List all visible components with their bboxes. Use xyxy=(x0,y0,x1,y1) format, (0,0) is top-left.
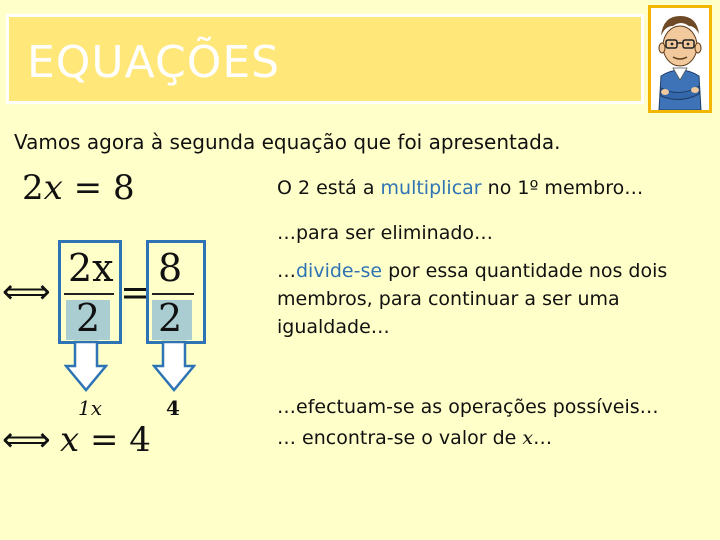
teacher-cartoon-icon xyxy=(651,8,709,110)
step-5-var: x xyxy=(522,427,534,449)
final-value: 4 xyxy=(129,420,151,460)
equation-coef: 2 xyxy=(22,168,44,208)
equation-rhs: 8 xyxy=(112,168,135,208)
down-arrow-icon xyxy=(152,340,196,392)
final-var: x xyxy=(60,420,80,460)
step-1-highlight: multiplicar xyxy=(380,177,482,199)
fraction-right-denominator: 2 xyxy=(158,296,183,340)
step-3: …divide-se por essa quantidade nos dois membros, para continuar a ser uma igualdade… xyxy=(277,260,668,338)
step-1: O 2 está a multiplicar no 1º membro… xyxy=(277,177,644,199)
iff-arrow-icon: ⟺ xyxy=(2,272,51,312)
step-5: … encontra-se o valor de x… xyxy=(277,427,553,449)
step-2: …para ser eliminado… xyxy=(277,222,494,244)
equation-final xyxy=(60,420,151,460)
result-right: 4 xyxy=(166,396,180,420)
equation-var: x xyxy=(43,168,63,208)
title-box xyxy=(6,14,644,104)
fraction-left-frame xyxy=(58,240,122,344)
fraction-right-numerator: 8 xyxy=(158,246,183,290)
fraction-left-denominator: 2 xyxy=(76,296,101,340)
final-eq: = xyxy=(79,420,130,460)
result-left: 1x xyxy=(78,396,103,420)
down-arrow-icon xyxy=(64,340,108,392)
fraction-right-frame xyxy=(146,240,206,344)
step-4: …efectuam-se as operações possíveis… xyxy=(277,396,659,418)
intro-text: Vamos agora à segunda equação que foi apresentada. xyxy=(14,130,561,154)
equation-eq: = xyxy=(62,168,113,208)
avatar xyxy=(648,5,712,113)
page-title: EQUAÇÕES xyxy=(27,37,281,88)
fraction-left-numerator: 2x xyxy=(68,246,114,290)
equation-original xyxy=(22,168,135,208)
fraction-equals: = xyxy=(120,270,152,314)
step-3-highlight: divide-se xyxy=(296,260,383,282)
iff-arrow-icon: ⟺ xyxy=(2,420,51,460)
